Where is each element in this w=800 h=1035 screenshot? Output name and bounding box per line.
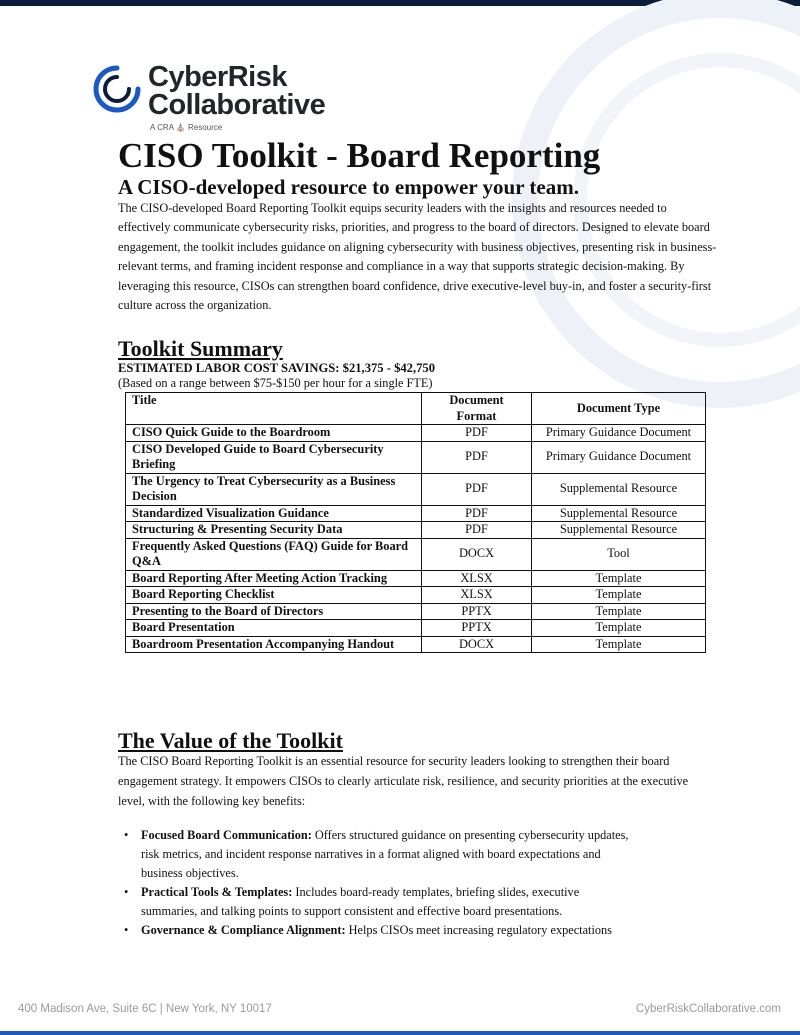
- benefit-label: Focused Board Communication:: [141, 828, 312, 842]
- column-header-format: Document Format: [422, 393, 532, 425]
- table-row: [126, 636, 706, 653]
- cell-format: PPTX: [422, 603, 532, 620]
- cell-format: PPTX: [422, 620, 532, 637]
- cell-title: Structuring & Presenting Security Data: [126, 522, 422, 539]
- toolkit-summary-heading: Toolkit Summary: [118, 336, 283, 361]
- cell-title: CISO Developed Guide to Board Cybersecurity Briefing: [126, 441, 422, 473]
- brand-logo: [92, 62, 352, 134]
- table-row: [126, 538, 706, 570]
- cell-format: PDF: [422, 425, 532, 442]
- cell-type: Template: [532, 570, 706, 587]
- cell-format: PDF: [422, 473, 532, 505]
- cell-title: Standardized Visualization Guidance: [126, 505, 422, 522]
- benefits-list: [118, 826, 638, 940]
- cell-title: CISO Quick Guide to the Boardroom: [126, 425, 422, 442]
- cell-title: Board Presentation: [126, 620, 422, 637]
- labor-savings-note: (Based on a range between $75-$150 per hour for a single FTE): [118, 376, 433, 390]
- cell-format: DOCX: [422, 636, 532, 653]
- logo-text-line1: CyberRisk: [148, 61, 287, 93]
- intro-paragraph: The CISO-developed Board Reporting Toolkit equips security leaders with the insights and resources needed to effectively communicate cybersecurity risks, priorities, and progress to the board of directors. Designed to elevate board engagement, the toolkit includes guidance on aligning cybersecurity with business objectives, presenting risk in business-relevant terms, and framing incident response and compliance in a way that supports strategic decision-making. By leveraging this resource, CISOs can strengthen board confidence, drive executive-level buy-in, and foster a security-first culture across the organization.: [118, 201, 717, 313]
- cell-format: XLSX: [422, 570, 532, 587]
- table-row: [126, 473, 706, 505]
- value-heading: The Value of the Toolkit: [118, 728, 343, 753]
- page-title: CISO Toolkit - Board Reporting: [118, 136, 601, 175]
- cell-type: Supplemental Resource: [532, 505, 706, 522]
- column-header-title: Title: [126, 393, 422, 425]
- cell-type: Primary Guidance Document: [532, 441, 706, 473]
- bullet-icon: •: [124, 923, 129, 937]
- cell-type: Template: [532, 636, 706, 653]
- benefit-text: Offers structured guidance on presenting cybersecurity updates, risk metrics, and incident response narratives in a format aligned with board expectations and business objectives.: [141, 828, 629, 880]
- top-accent-bar: [0, 0, 800, 6]
- footer-website: CyberRiskCollaborative.com: [635, 1003, 781, 1015]
- cell-format: PDF: [422, 505, 532, 522]
- cell-title: Board Reporting After Meeting Action Tracking: [126, 570, 422, 587]
- bottom-accent-bar: [0, 1031, 800, 1035]
- table-row: [126, 587, 706, 604]
- table-row: [126, 620, 706, 637]
- table-row: [126, 522, 706, 539]
- cell-type: Supplemental Resource: [532, 522, 706, 539]
- table-row: [126, 603, 706, 620]
- cell-type: Template: [532, 603, 706, 620]
- footer-address: 400 Madison Ave, Suite 6C | New York, NY 10017: [18, 1003, 272, 1015]
- page-subtitle: A CISO-developed resource to empower your team.: [118, 175, 579, 199]
- cell-type: Primary Guidance Document: [532, 425, 706, 442]
- logo-text-line2: Collaborative: [148, 89, 326, 121]
- cell-type: Tool: [532, 538, 706, 570]
- toolkit-table-body: [126, 425, 706, 653]
- logo-tagline: A CRA ⛪ Resource: [150, 123, 223, 132]
- list-item: [118, 826, 638, 883]
- table-row: [126, 570, 706, 587]
- benefit-label: Governance & Compliance Alignment:: [141, 923, 346, 937]
- cell-title: Frequently Asked Questions (FAQ) Guide for Board Q&A: [126, 538, 422, 570]
- table-header-row: [126, 393, 706, 425]
- logo-ring-icon: [92, 64, 142, 114]
- list-item: [118, 883, 638, 921]
- cell-title: Board Reporting Checklist: [126, 587, 422, 604]
- table-row: [126, 425, 706, 442]
- cell-format: PDF: [422, 522, 532, 539]
- bullet-icon: •: [124, 828, 129, 842]
- cell-format: DOCX: [422, 538, 532, 570]
- list-item: [118, 921, 638, 940]
- cell-format: XLSX: [422, 587, 532, 604]
- benefit-text: Includes board-ready templates, briefing slides, executive summaries, and talking points to support consistent and effective board presentations.: [141, 885, 580, 918]
- column-header-type: Document Type: [532, 393, 706, 425]
- toolkit-table: [125, 392, 706, 653]
- cell-title: Boardroom Presentation Accompanying Handout: [126, 636, 422, 653]
- table-row: [126, 505, 706, 522]
- labor-savings-estimate: ESTIMATED LABOR COST SAVINGS: $21,375 - $42,750: [118, 361, 436, 375]
- benefit-label: Practical Tools & Templates:: [141, 885, 293, 899]
- cell-type: Supplemental Resource: [532, 473, 706, 505]
- cell-type: Template: [532, 587, 706, 604]
- cell-format: PDF: [422, 441, 532, 473]
- benefit-text: Helps CISOs meet increasing regulatory expectations: [345, 923, 612, 937]
- table-row: [126, 441, 706, 473]
- cell-title: The Urgency to Treat Cybersecurity as a Business Decision: [126, 473, 422, 505]
- cell-type: Template: [532, 620, 706, 637]
- bullet-icon: •: [124, 885, 129, 899]
- value-paragraph: The CISO Board Reporting Toolkit is an essential resource for security leaders looking to strengthen their board engagement strategy. It empowers CISOs to clearly articulate risk, resilience, and security priorities at the executive level, with the following key benefits:: [118, 754, 689, 808]
- cell-title: Presenting to the Board of Directors: [126, 603, 422, 620]
